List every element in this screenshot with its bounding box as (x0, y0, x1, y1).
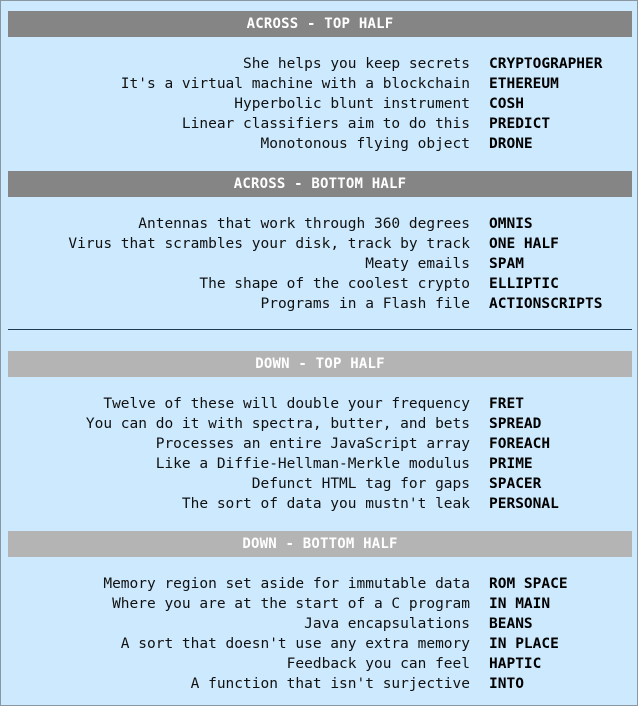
clue-text: Hyperbolic blunt instrument (234, 96, 470, 112)
clue-list-across-bottom (8, 214, 632, 314)
answer-text: COSH (489, 96, 524, 112)
section-divider (8, 329, 632, 330)
clue-text: Memory region set aside for immutable data (103, 576, 470, 592)
answer-text: INTO (489, 676, 524, 692)
clue-text: A sort that doesn't use any extra memory (120, 636, 470, 652)
clue-row (8, 674, 632, 694)
section-across-bottom (8, 171, 632, 312)
clue-text: You can do it with spectra, butter, and bets (85, 416, 470, 432)
clue-row (8, 234, 632, 254)
answer-text: ELLIPTIC (489, 276, 559, 292)
answer-text: CRYPTOGRAPHER (489, 56, 603, 72)
clue-text: Twelve of these will double your frequency (103, 396, 470, 412)
section-header-across-bottom: ACROSS - BOTTOM HALF (8, 171, 632, 197)
clue-list-down-top (8, 394, 632, 514)
answer-text: ROM SPACE (489, 576, 568, 592)
answer-text: BEANS (489, 616, 533, 632)
clue-text: The sort of data you mustn't leak (181, 496, 470, 512)
clue-row (8, 394, 632, 414)
clue-text: A function that isn't surjective (190, 676, 470, 692)
clue-row (8, 254, 632, 274)
answer-text: DRONE (489, 136, 533, 152)
answer-text: ACTIONSCRIPTS (489, 296, 603, 312)
clue-text: It's a virtual machine with a blockchain (120, 76, 470, 92)
clue-row (8, 214, 632, 234)
clue-row (8, 54, 632, 74)
clue-text: Java encapsulations (304, 616, 470, 632)
clue-list-across-top (8, 54, 632, 154)
answer-text: ONE HALF (489, 236, 559, 252)
answer-text: PREDICT (489, 116, 551, 132)
clue-row (8, 434, 632, 454)
answer-text: FRET (489, 396, 524, 412)
clue-text: Feedback you can feel (286, 656, 470, 672)
clue-text: Defunct HTML tag for gaps (251, 476, 470, 492)
clue-text: The shape of the coolest crypto (199, 276, 470, 292)
clue-row (8, 114, 632, 134)
section-down-top (8, 351, 632, 512)
answer-text: ETHEREUM (489, 76, 559, 92)
clue-row (8, 454, 632, 474)
section-across-top (8, 11, 632, 152)
clue-text: Antennas that work through 360 degrees (138, 216, 470, 232)
clue-text: Processes an entire JavaScript array (155, 436, 470, 452)
answer-text: OMNIS (489, 216, 533, 232)
clue-row (8, 634, 632, 654)
answer-text: PERSONAL (489, 496, 559, 512)
clue-row (8, 294, 632, 314)
clue-text: Monotonous flying object (260, 136, 470, 152)
clue-row (8, 494, 632, 514)
clue-text: Like a Diffie-Hellman-Merkle modulus (155, 456, 470, 472)
answer-text: SPACER (489, 476, 542, 492)
answer-text: HAPTIC (489, 656, 542, 672)
clue-text: Programs in a Flash file (260, 296, 470, 312)
answer-text: IN PLACE (489, 636, 559, 652)
answer-text: SPAM (489, 256, 524, 272)
clue-row (8, 614, 632, 634)
clue-text: Linear classifiers aim to do this (181, 116, 470, 132)
answer-text: FOREACH (489, 436, 551, 452)
clue-row (8, 474, 632, 494)
clue-row (8, 594, 632, 614)
section-header-down-bottom: DOWN - BOTTOM HALF (8, 531, 632, 557)
clue-list-down-bottom (8, 574, 632, 694)
clue-row (8, 134, 632, 154)
answer-text: IN MAIN (489, 596, 551, 612)
clue-text: Virus that scrambles your disk, track by track (68, 236, 470, 252)
clue-row (8, 74, 632, 94)
clue-row (8, 574, 632, 594)
clue-row (8, 274, 632, 294)
clue-text: Where you are at the start of a C program (112, 596, 470, 612)
clue-row (8, 414, 632, 434)
clue-row (8, 654, 632, 674)
clue-row (8, 94, 632, 114)
section-header-across-top: ACROSS - TOP HALF (8, 11, 632, 37)
clue-text: She helps you keep secrets (243, 56, 470, 72)
section-header-down-top: DOWN - TOP HALF (8, 351, 632, 377)
clue-text: Meaty emails (365, 256, 470, 272)
answer-text: PRIME (489, 456, 533, 472)
answer-text: SPREAD (489, 416, 542, 432)
section-down-bottom (8, 531, 632, 692)
